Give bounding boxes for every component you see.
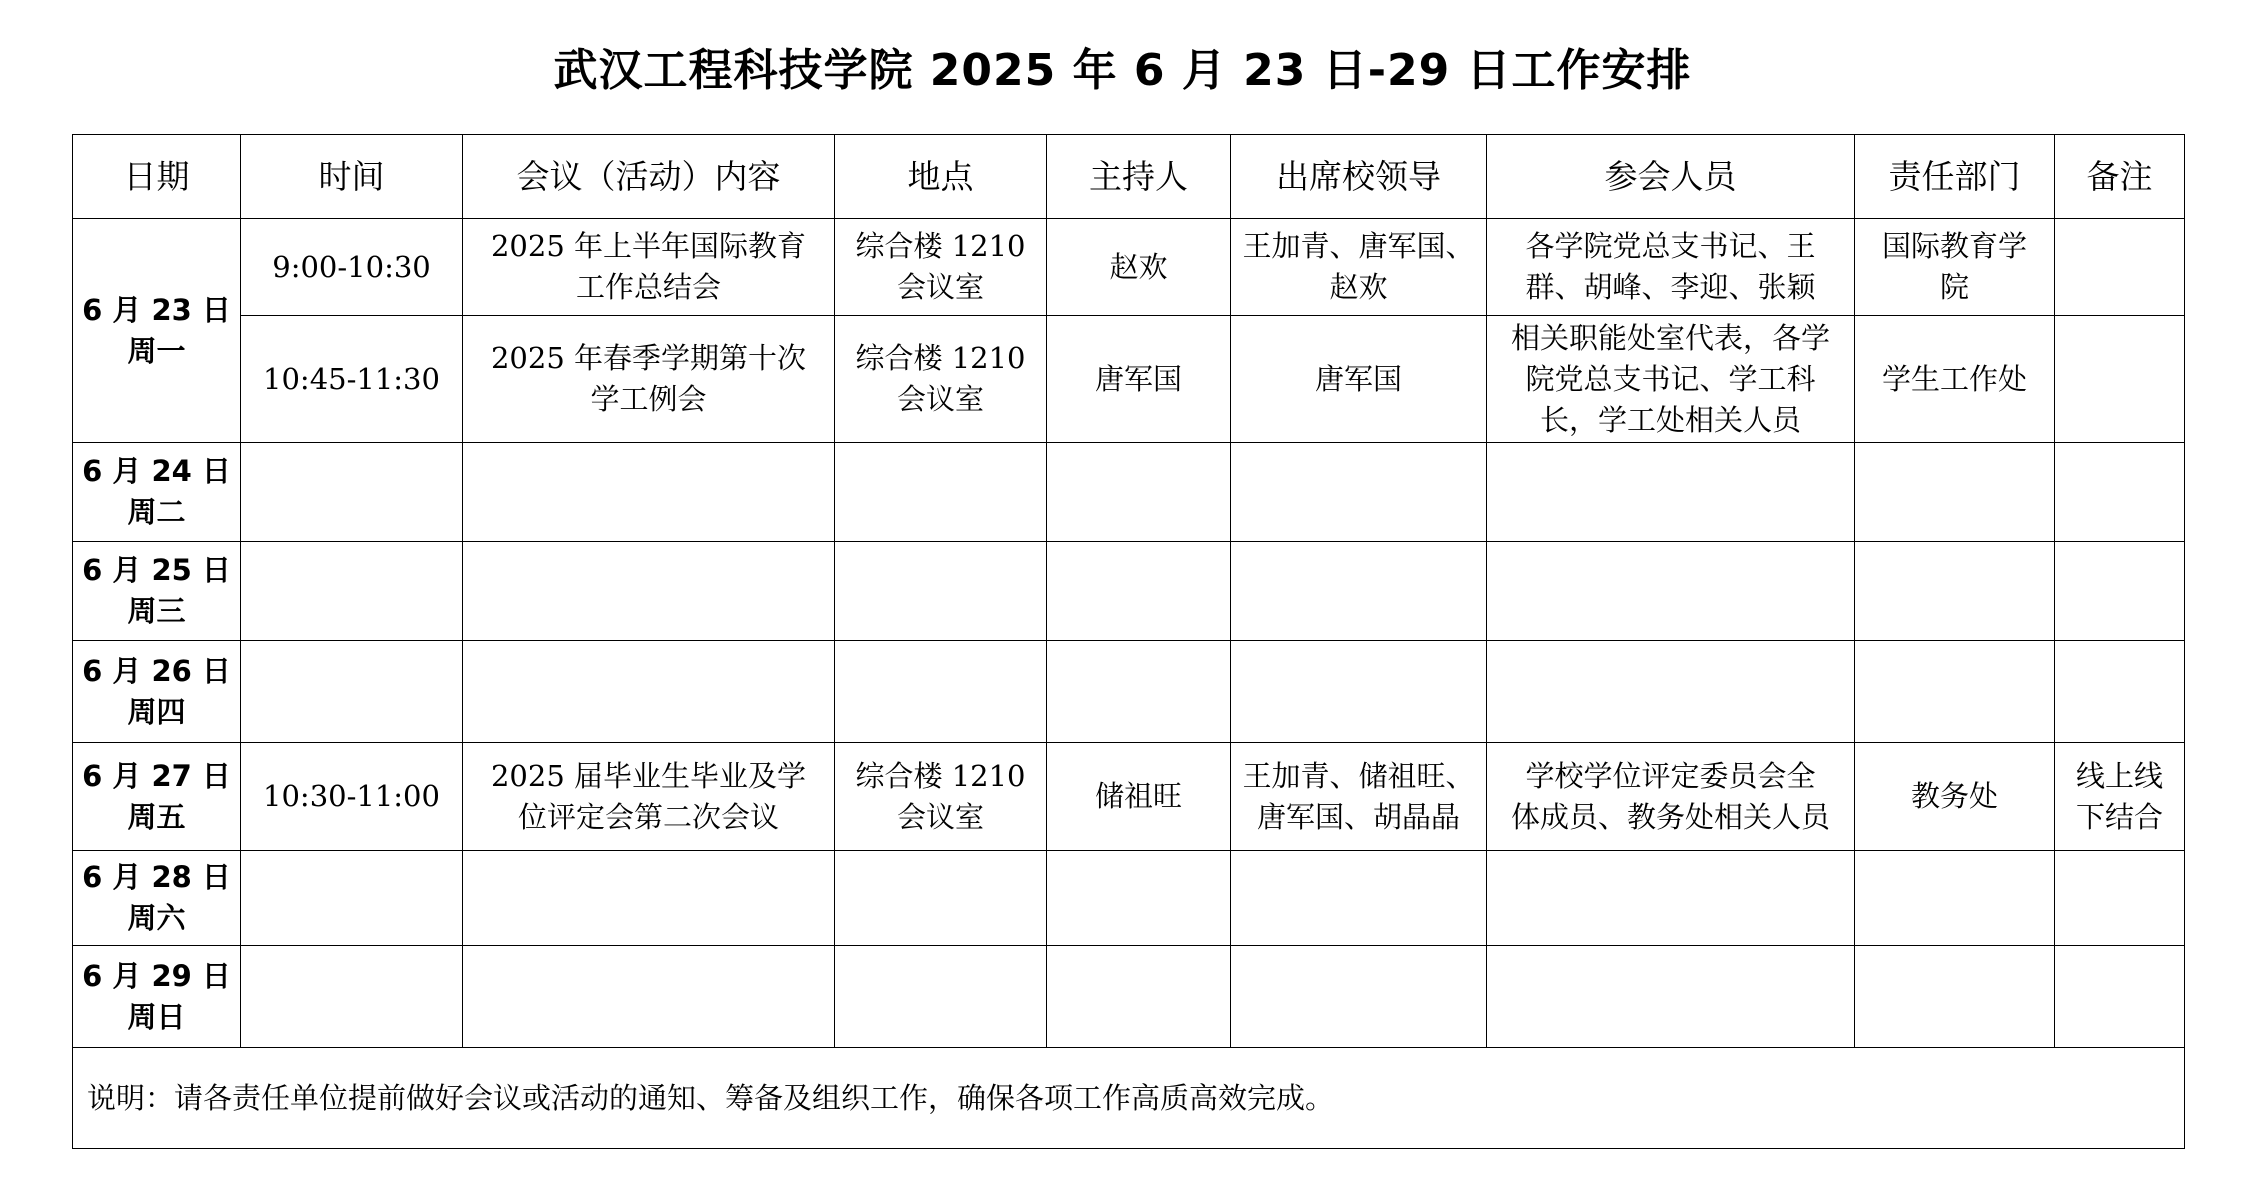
attendees-line: 群、胡峰、李迎、张颖 — [1525, 270, 1816, 304]
date-cell — [73, 946, 241, 1048]
date-label: 6 月 23 日 — [82, 292, 231, 327]
time-cell: 9:00-10:30 — [241, 219, 463, 316]
remark-cell — [2055, 443, 2185, 542]
date-cell — [73, 851, 241, 946]
table-row — [73, 743, 2185, 851]
leaders-cell: 唐军国 — [1231, 316, 1487, 443]
header-host: 主持人 — [1047, 135, 1231, 219]
date-cell — [73, 443, 241, 542]
remark-cell — [2055, 851, 2185, 946]
weekday-label: 周六 — [127, 901, 186, 935]
remark-line: 线上线 — [2075, 758, 2163, 793]
leaders-cell — [1231, 219, 1487, 316]
attendees-cell — [1487, 743, 1855, 851]
table-row — [73, 542, 2185, 641]
weekday-label: 周四 — [127, 694, 186, 729]
attendees-cell — [1487, 851, 1855, 946]
attendees-cell — [1487, 946, 1855, 1048]
date-label: 6 月 29 日 — [82, 958, 231, 993]
leaders-cell — [1231, 743, 1487, 851]
location-cell — [835, 219, 1047, 316]
header-content: 会议（活动）内容 — [463, 135, 835, 219]
content-line: 位评定会第二次会议 — [517, 799, 779, 834]
attendees-line: 体成员、教务处相关人员 — [1510, 799, 1830, 834]
host-cell: 赵欢 — [1047, 219, 1231, 316]
department-cell — [1855, 641, 2055, 743]
attendees-cell — [1487, 316, 1855, 443]
department-cell: 学生工作处 — [1855, 316, 2055, 443]
remark-cell — [2055, 316, 2185, 443]
header-leaders: 出席校领导 — [1231, 135, 1487, 219]
location-cell — [835, 641, 1047, 743]
schedule-table — [72, 134, 2185, 1149]
date-label: 6 月 27 日 — [82, 758, 231, 793]
attendees-line: 长，学工处相关人员 — [1539, 402, 1801, 437]
note-row — [73, 1048, 2185, 1149]
content-line: 2025 年上半年国际教育 — [490, 229, 807, 263]
table-row — [73, 946, 2185, 1048]
date-cell — [73, 219, 241, 443]
content-cell — [463, 316, 835, 443]
department-line: 院 — [1939, 270, 1969, 304]
department-cell: 教务处 — [1855, 743, 2055, 851]
table-row — [73, 219, 2185, 316]
date-cell — [73, 743, 241, 851]
leaders-cell — [1231, 946, 1487, 1048]
department-line: 国际教育学 — [1881, 229, 2027, 263]
remark-cell — [2055, 641, 2185, 743]
time-cell — [241, 641, 463, 743]
leaders-line: 王加青、储祖旺、 — [1242, 758, 1475, 793]
location-cell — [835, 851, 1047, 946]
attendees-cell — [1487, 641, 1855, 743]
location-cell — [835, 946, 1047, 1048]
location-line: 综合楼 1210 — [855, 229, 1026, 263]
header-date: 日期 — [73, 135, 241, 219]
leaders-cell — [1231, 542, 1487, 641]
location-line: 综合楼 1210 — [855, 758, 1026, 793]
remark-cell — [2055, 542, 2185, 641]
date-label: 6 月 26 日 — [82, 653, 231, 688]
location-cell — [835, 542, 1047, 641]
department-cell — [1855, 946, 2055, 1048]
attendees-line: 相关职能处室代表，各学 — [1510, 320, 1830, 355]
location-line: 综合楼 1210 — [855, 341, 1026, 375]
header-location: 地点 — [835, 135, 1047, 219]
table-row — [73, 641, 2185, 743]
weekday-label: 周日 — [127, 999, 186, 1034]
content-cell — [463, 542, 835, 641]
date-label: 6 月 24 日 — [82, 454, 231, 488]
department-cell — [1855, 443, 2055, 542]
leaders-line: 王加青、唐军国、 — [1242, 229, 1475, 263]
host-cell — [1047, 851, 1231, 946]
remark-cell — [2055, 946, 2185, 1048]
location-cell — [835, 743, 1047, 851]
table-row — [73, 851, 2185, 946]
time-cell — [241, 946, 463, 1048]
weekday-label: 周二 — [127, 495, 186, 529]
location-line: 会议室 — [896, 382, 984, 416]
time-cell — [241, 542, 463, 641]
host-cell — [1047, 641, 1231, 743]
attendees-line: 学校学位评定委员会全 — [1525, 758, 1816, 793]
department-cell — [1855, 851, 2055, 946]
weekday-label: 周一 — [127, 333, 186, 368]
date-cell — [73, 641, 241, 743]
time-cell — [241, 443, 463, 542]
location-cell — [835, 443, 1047, 542]
host-cell: 唐军国 — [1047, 316, 1231, 443]
note-text: 说明：请各责任单位提前做好会议或活动的通知、筹备及组织工作，确保各项工作高质高效完成。 — [73, 1048, 2185, 1149]
content-cell — [463, 443, 835, 542]
leaders-cell — [1231, 641, 1487, 743]
host-cell: 储祖旺 — [1047, 743, 1231, 851]
weekday-label: 周三 — [127, 594, 186, 628]
host-cell — [1047, 443, 1231, 542]
table-row — [73, 443, 2185, 542]
content-cell — [463, 743, 835, 851]
header-time: 时间 — [241, 135, 463, 219]
header-remark: 备注 — [2055, 135, 2185, 219]
weekday-label: 周五 — [127, 799, 186, 834]
table-row — [73, 316, 2185, 443]
content-line: 2025 年春季学期第十次 — [490, 341, 807, 375]
content-line: 学工例会 — [590, 382, 707, 416]
host-cell — [1047, 946, 1231, 1048]
remark-cell — [2055, 743, 2185, 851]
location-line: 会议室 — [896, 799, 984, 834]
time-cell: 10:45-11:30 — [241, 316, 463, 443]
content-line: 工作总结会 — [575, 270, 721, 304]
host-cell — [1047, 542, 1231, 641]
department-cell — [1855, 219, 2055, 316]
content-cell — [463, 851, 835, 946]
header-row — [73, 135, 2185, 219]
content-cell — [463, 219, 835, 316]
content-cell — [463, 641, 835, 743]
date-label: 6 月 28 日 — [82, 860, 231, 894]
leaders-line: 赵欢 — [1329, 270, 1388, 304]
content-line: 2025 届毕业生毕业及学 — [490, 758, 807, 793]
attendees-line: 院党总支书记、学工科 — [1525, 361, 1816, 396]
location-cell — [835, 316, 1047, 443]
leaders-cell — [1231, 443, 1487, 542]
time-cell — [241, 851, 463, 946]
date-cell — [73, 542, 241, 641]
department-cell — [1855, 542, 2055, 641]
attendees-line: 各学院党总支书记、王 — [1525, 229, 1816, 263]
remark-cell — [2055, 219, 2185, 316]
attendees-cell — [1487, 219, 1855, 316]
page-title: 武汉工程科技学院 2025 年 6 月 23 日-29 日工作安排 — [553, 45, 1692, 96]
header-department: 责任部门 — [1855, 135, 2055, 219]
header-attendees: 参会人员 — [1487, 135, 1855, 219]
leaders-line: 唐军国、胡晶晶 — [1256, 799, 1460, 834]
time-cell: 10:30-11:00 — [241, 743, 463, 851]
attendees-cell — [1487, 542, 1855, 641]
leaders-cell — [1231, 851, 1487, 946]
location-line: 会议室 — [896, 270, 984, 304]
attendees-cell — [1487, 443, 1855, 542]
remark-line: 下结合 — [2075, 799, 2163, 834]
date-label: 6 月 25 日 — [82, 553, 231, 587]
content-cell — [463, 946, 835, 1048]
